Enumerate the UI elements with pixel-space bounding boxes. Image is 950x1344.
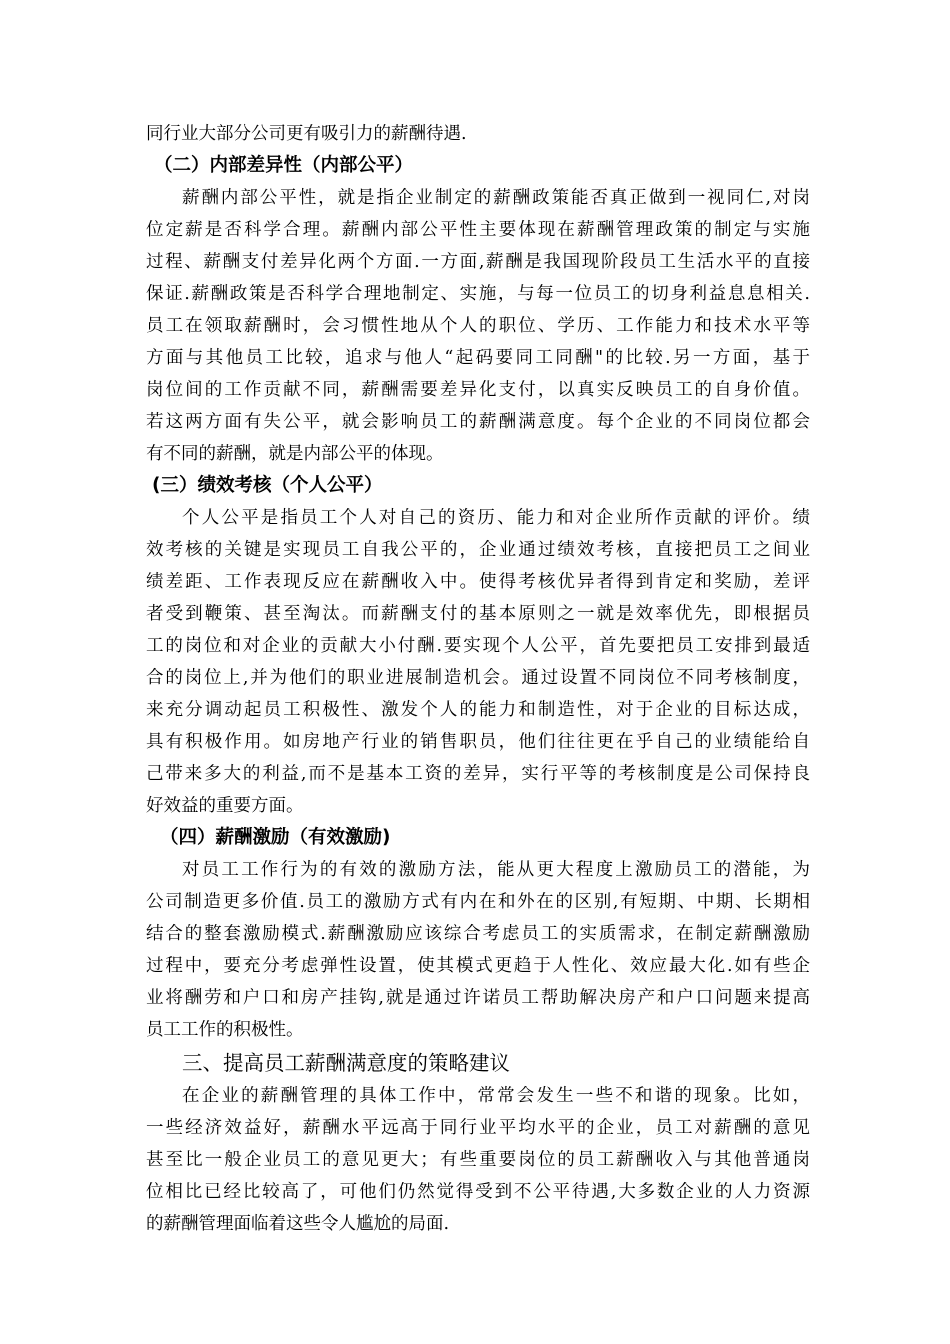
paragraph-line: 己带来多大的利益,而不是基本工资的差异，实行平等的考核制度是公司保持良 bbox=[146, 764, 810, 784]
paragraph-line: 效考核的关键是实现员工自我公平的，企业通过绩效考核，直接把员工之间业 bbox=[146, 540, 810, 560]
paragraph-line: 对员工工作行为的有效的激励方法，能从更大程度上激励员工的潜能，为 bbox=[182, 860, 810, 880]
intro-line: 同行业大部分公司更有吸引力的薪酬待遇. bbox=[146, 124, 467, 144]
section-4-paragraph bbox=[146, 854, 810, 1046]
paragraph-line: 绩差距、工作表现反应在薪酬收入中。使得考核优异者得到肯定和奖励，差评 bbox=[146, 572, 810, 592]
paragraph-line: 具有积极作用。如房地产行业的销售职员，他们往往更在乎自己的业绩能给自 bbox=[146, 732, 810, 752]
paragraph-line: 一些经济效益好，薪酬水平远高于同行业平均水平的企业，员工对薪酬的意见 bbox=[146, 1118, 810, 1138]
paragraph-line: 甚至比一般企业员工的意见更大；有些重要岗位的员工薪酬收入与其他普通岗 bbox=[146, 1150, 810, 1170]
paragraph-line: 个人公平是指员工个人对自己的资历、能力和对企业所作贡献的评价。绩 bbox=[182, 508, 810, 528]
part-3-heading: 三、提高员工薪酬满意度的策略建议 bbox=[182, 1051, 510, 1075]
paragraph-line: 在企业的薪酬管理的具体工作中，常常会发生一些不和谐的现象。比如， bbox=[182, 1086, 810, 1106]
paragraph-line: 的薪酬管理面临着这些令人尴尬的局面. bbox=[146, 1214, 450, 1234]
section-3-heading: (三）绩效考核（个人公平） bbox=[152, 475, 383, 496]
paragraph-line: 岗位间的工作贡献不同，薪酬需要差异化支付，以真实反映员工的自身价值。 bbox=[146, 380, 810, 400]
section-2-paragraph bbox=[146, 182, 810, 470]
paragraph-line: 有不同的薪酬，就是内部公平的体现。 bbox=[146, 444, 444, 464]
paragraph-line: 薪酬内部公平性，就是指企业制定的薪酬政策能否真正做到一视同仁,对岗 bbox=[182, 188, 810, 208]
paragraph-line: 工的岗位和对企业的贡献大小付酬.要实现个人公平，首先要把员工安排到最适 bbox=[146, 636, 810, 656]
section-4-heading: （四）薪酬激励（有效激励) bbox=[160, 827, 391, 848]
document-page bbox=[146, 118, 810, 1240]
paragraph-line: 公司制造更多价值.员工的激励方式有内在和外在的区别,有短期、中期、长期相 bbox=[146, 892, 810, 912]
paragraph-line: 保证.薪酬政策是否科学合理地制定、实施，与每一位员工的切身利益息息相关. bbox=[146, 284, 810, 304]
paragraph-line: 若这两方面有失公平，就会影响员工的薪酬满意度。每个企业的不同岗位都会 bbox=[146, 412, 810, 432]
section-2-heading: （二）内部差异性（内部公平） bbox=[154, 155, 414, 176]
paragraph-line: 结合的整套激励模式.薪酬激励应该综合考虑员工的实质需求，在制定薪酬激励 bbox=[146, 924, 810, 944]
paragraph-line: 好效益的重要方面。 bbox=[146, 796, 304, 816]
paragraph-line: 位相比已经比较高了，可他们仍然觉得受到不公平待遇,大多数企业的人力资源 bbox=[146, 1182, 810, 1202]
paragraph-line: 员工在领取薪酬时，会习惯性地从个人的职位、学历、工作能力和技术水平等 bbox=[146, 316, 810, 336]
paragraph-line: 过程、薪酬支付差异化两个方面.一方面,薪酬是我国现阶段员工生活水平的直接 bbox=[146, 252, 810, 272]
paragraph-line: 者受到鞭策、甚至淘汰。而薪酬支付的基本原则之一就是效率优先，即根据员 bbox=[146, 604, 810, 624]
paragraph-line: 方面与其他员工比较，追求与他人“起码要同工同酬"的比较.另一方面，基于 bbox=[146, 348, 810, 368]
paragraph-line: 合的岗位上,并为他们的职业进展制造机会。通过设置不同岗位不同考核制度， bbox=[146, 668, 810, 688]
paragraph-line: 来充分调动起员工积极性、激发个人的能力和制造性，对于企业的目标达成， bbox=[146, 700, 810, 720]
paragraph-line: 员工工作的积极性。 bbox=[146, 1020, 304, 1040]
section-3-paragraph bbox=[146, 502, 810, 822]
paragraph-line: 位定薪是否科学合理。薪酬内部公平性主要体现在薪酬管理政策的制定与实施 bbox=[146, 220, 810, 240]
part-3-paragraph bbox=[146, 1080, 810, 1240]
paragraph-line: 业将酬劳和户口和房产挂钩,就是通过许诺员工帮助解决房产和户口问题来提高 bbox=[146, 988, 810, 1008]
paragraph-line: 过程中，要充分考虑弹性设置，使其模式更趋于人性化、效应最大化.如有些企 bbox=[146, 956, 810, 976]
